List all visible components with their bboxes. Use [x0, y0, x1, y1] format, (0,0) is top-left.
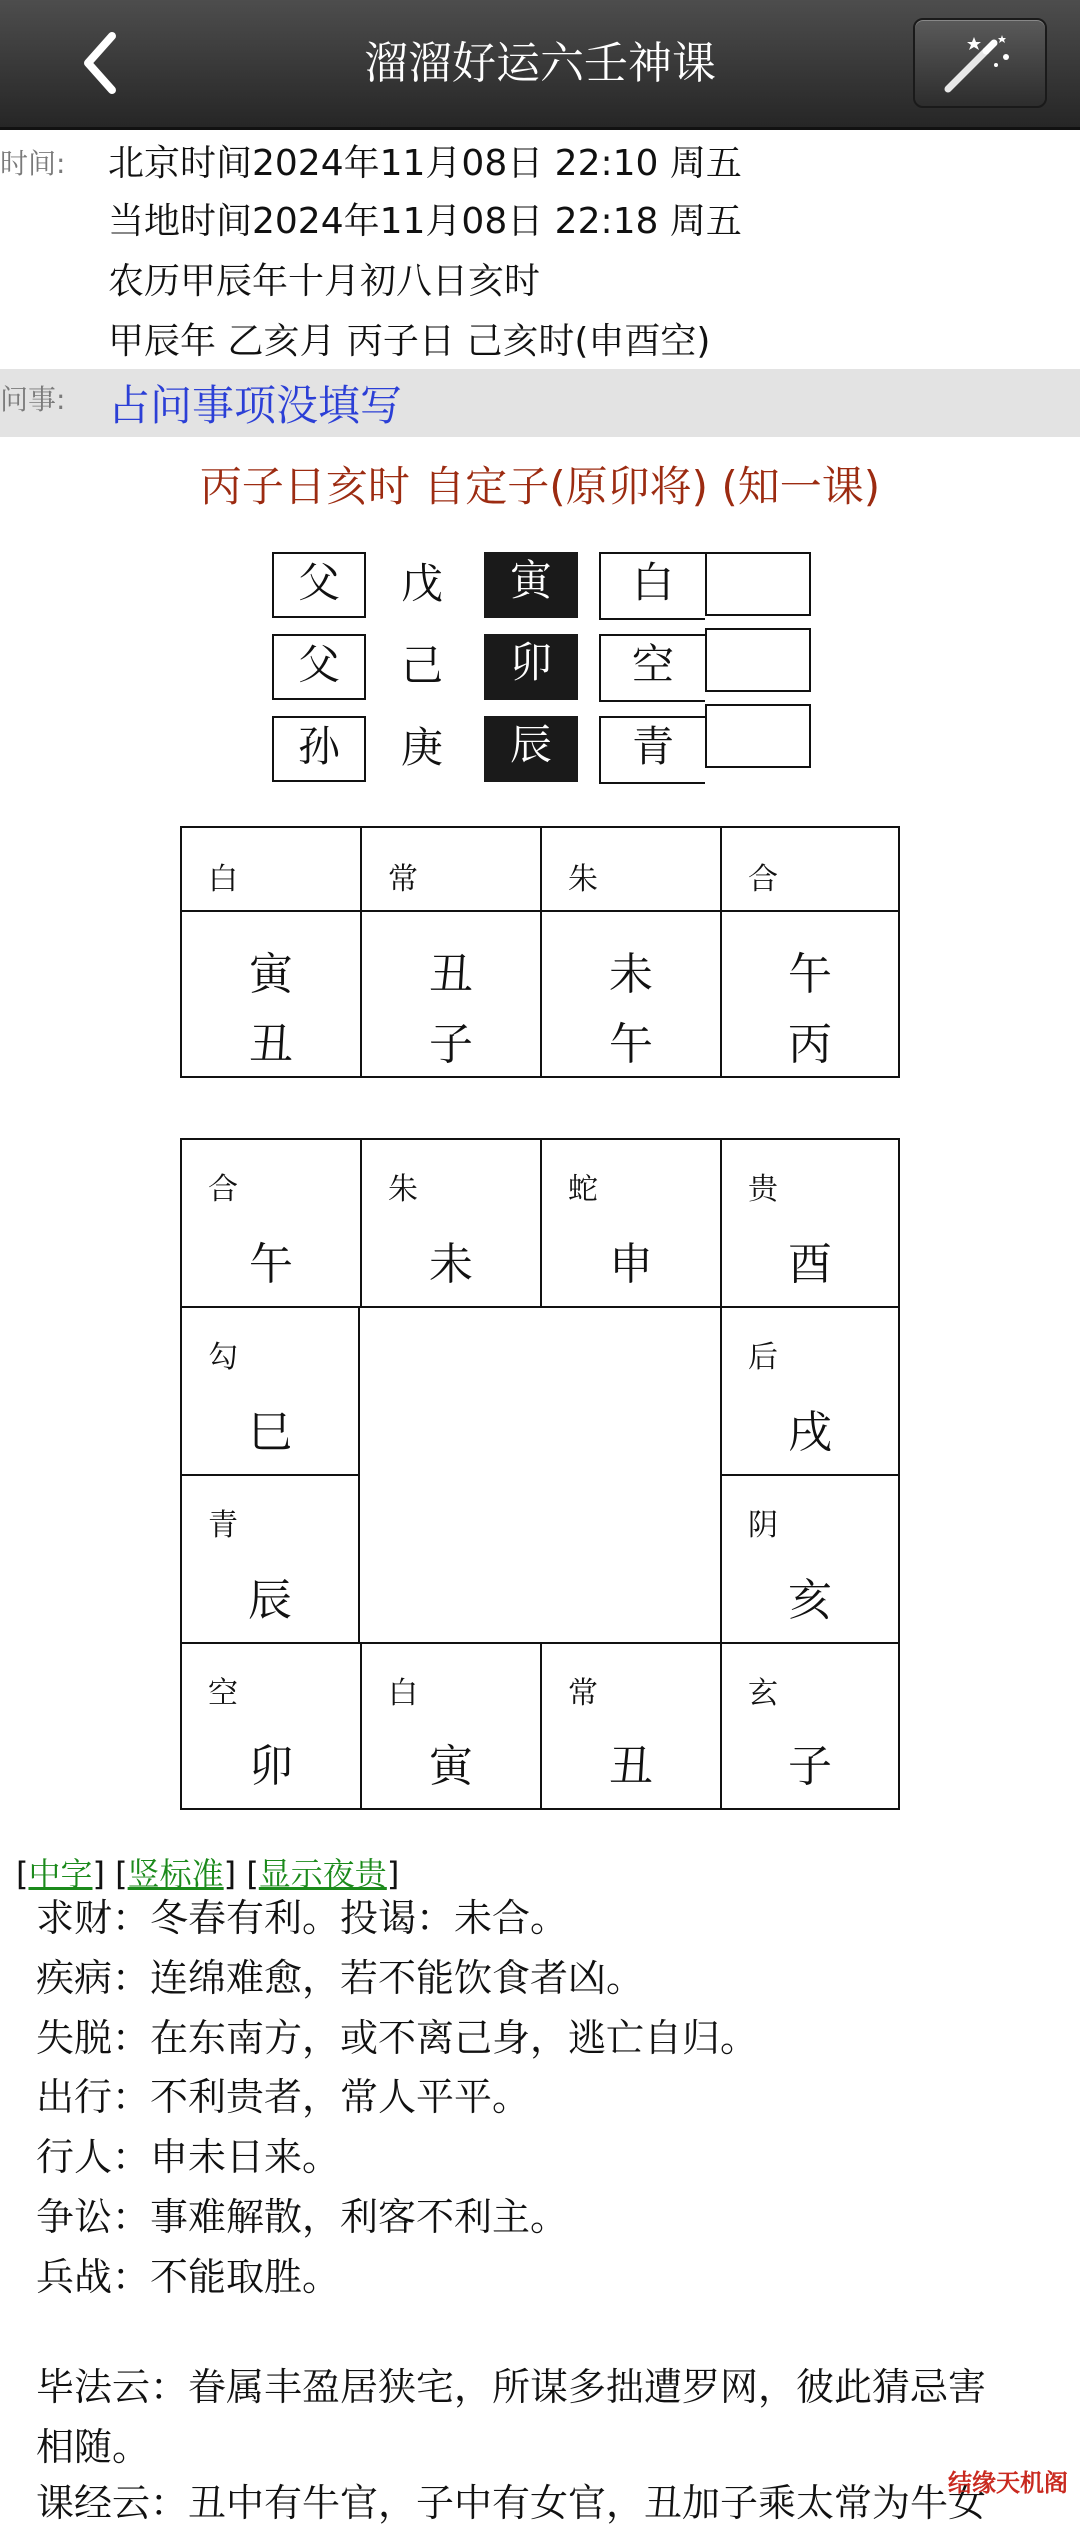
relation-2: 父 [272, 634, 366, 700]
magic-wand-button[interactable] [913, 18, 1047, 108]
ganzhi-date: 甲辰年 乙亥月 丙子日 己亥时(申酉空) [108, 321, 711, 362]
plate-general: 青 [208, 1508, 238, 1543]
note-box-1 [705, 552, 811, 616]
app-title: 溜溜好运六壬神课 [364, 38, 716, 89]
stem-2: 己 [400, 641, 443, 690]
stem-3: 庚 [400, 723, 443, 772]
lesson-3-bottom: 午 [609, 1019, 653, 1070]
plate-branch: 辰 [248, 1575, 292, 1626]
plate-branch: 亥 [788, 1575, 832, 1626]
lesson-4-bottom: 丙 [788, 1019, 832, 1070]
option-links: [中字] [竖标准] [显示夜贵] [16, 1855, 400, 1893]
plate-general: 合 [208, 1172, 238, 1207]
bifa-line-1: 毕法云：眷属丰盈居狭宅，所谋多拙遭罗网，彼此猜忌害 [36, 2365, 987, 2409]
lesson-2-bottom: 子 [429, 1019, 473, 1070]
general-1: 白 [599, 552, 705, 620]
lesson-4-general: 合 [748, 862, 778, 897]
bifa-line-2: 相随。 [36, 2425, 151, 2469]
lesson-4-top: 午 [788, 949, 832, 1000]
plate-general: 阴 [748, 1508, 778, 1543]
lesson-1-general-cell [180, 826, 362, 912]
time-label: 时间: [0, 147, 66, 180]
lesson-1-top: 寅 [249, 949, 293, 1000]
plate-general: 蛇 [568, 1172, 598, 1207]
plate-general: 空 [208, 1676, 238, 1711]
branch-1: 寅 [484, 552, 578, 618]
plate-cell-top-3 [540, 1138, 722, 1308]
magic-wand-icon [940, 31, 1020, 95]
question-label: 问事: [0, 383, 66, 416]
plate-cell-left-2 [180, 1474, 360, 1644]
plate-general: 贵 [748, 1172, 778, 1207]
plate-general: 后 [748, 1340, 778, 1375]
plate-cell-right-1 [720, 1306, 900, 1476]
plate-general: 常 [568, 1676, 598, 1711]
lesson-1-general: 白 [208, 862, 238, 897]
interpretation-line: 疾病：连绵难愈，若不能饮食者凶。 [36, 1956, 645, 2000]
beijing-time: 北京时间2024年11月08日 22:10 周五 [108, 143, 742, 184]
plate-cell-top-1 [180, 1138, 362, 1308]
relation-3: 孙 [272, 716, 366, 782]
local-time: 当地时间2024年11月08日 22:18 周五 [108, 201, 742, 242]
plate-cell-right-2 [720, 1474, 900, 1644]
plate-branch: 寅 [429, 1741, 473, 1792]
lesson-2-general: 常 [388, 862, 418, 897]
lesson-headline: 丙子日亥时 自定子(原卯将) (知一课) [199, 462, 881, 511]
interpretation-line: 兵战：不能取胜。 [36, 2255, 341, 2299]
lesson-3-cell [540, 910, 722, 1078]
shubiaozhun-link[interactable]: 竖标准 [127, 1855, 224, 1893]
watermark: 结缘天机阁 [948, 2469, 1068, 2497]
lesson-1-bottom: 丑 [249, 1019, 293, 1070]
plate-cell-bottom-3 [540, 1642, 722, 1810]
plate-cell-bottom-1 [180, 1642, 362, 1810]
plate-cell-bottom-4 [720, 1642, 900, 1810]
lesson-2-top: 丑 [429, 949, 473, 1000]
plate-general: 玄 [748, 1676, 778, 1711]
lesson-3-general-cell [540, 826, 722, 912]
question-text[interactable]: 占问事项没填写 [108, 381, 403, 430]
plate-cell-left-1 [180, 1306, 360, 1476]
plate-branch: 戌 [788, 1407, 832, 1458]
plate-branch: 未 [429, 1239, 473, 1290]
relation-1: 父 [272, 552, 366, 618]
lesson-4-cell [720, 910, 900, 1078]
plate-branch: 酉 [788, 1239, 832, 1290]
plate-branch: 巳 [248, 1407, 292, 1458]
interpretation-line: 争讼：事难解散，利客不利主。 [36, 2195, 569, 2239]
note-box-2 [705, 628, 811, 692]
general-2: 空 [599, 634, 705, 702]
plate-branch: 子 [788, 1741, 832, 1792]
plate-branch: 卯 [249, 1741, 293, 1792]
lunar-date: 农历甲辰年十月初八日亥时 [108, 261, 541, 302]
kejing-line: 课经云：丑中有牛官，子中有女官，丑加子乘太常为牛女 [36, 2481, 987, 2525]
plate-general: 白 [388, 1676, 418, 1711]
lesson-2-general-cell [360, 826, 542, 912]
interpretation-line: 出行：不利贵者，常人平平。 [36, 2075, 531, 2119]
plate-branch: 午 [249, 1239, 293, 1290]
zhongzi-link[interactable]: 中字 [28, 1855, 93, 1893]
lesson-2-cell [360, 910, 542, 1078]
plate-general: 朱 [388, 1172, 418, 1207]
plate-cell-top-4 [720, 1138, 900, 1308]
plate-general: 勾 [208, 1340, 238, 1375]
lesson-1-cell [180, 910, 362, 1078]
plate-branch: 丑 [609, 1741, 653, 1792]
interpretation-line: 求财：冬春有利。投谒：未合。 [36, 1896, 569, 1940]
note-box-3 [705, 704, 811, 768]
interpretation-line: 行人：申未日来。 [36, 2135, 341, 2179]
show-night-noble-link[interactable]: 显示夜贵 [258, 1855, 387, 1893]
lesson-3-top: 未 [609, 949, 653, 1000]
branch-3: 辰 [484, 716, 578, 782]
plate-cell-top-2 [360, 1138, 542, 1308]
lesson-4-general-cell [720, 826, 900, 912]
top-bar [0, 0, 1080, 130]
lesson-3-general: 朱 [568, 862, 598, 897]
plate-cell-bottom-2 [360, 1642, 542, 1810]
general-3: 青 [599, 716, 705, 784]
interpretation-line: 失脱：在东南方，或不离己身，逃亡自归。 [36, 2016, 759, 2060]
stem-1: 戊 [400, 559, 443, 608]
branch-2: 卯 [484, 634, 578, 700]
plate-branch: 申 [609, 1239, 653, 1290]
